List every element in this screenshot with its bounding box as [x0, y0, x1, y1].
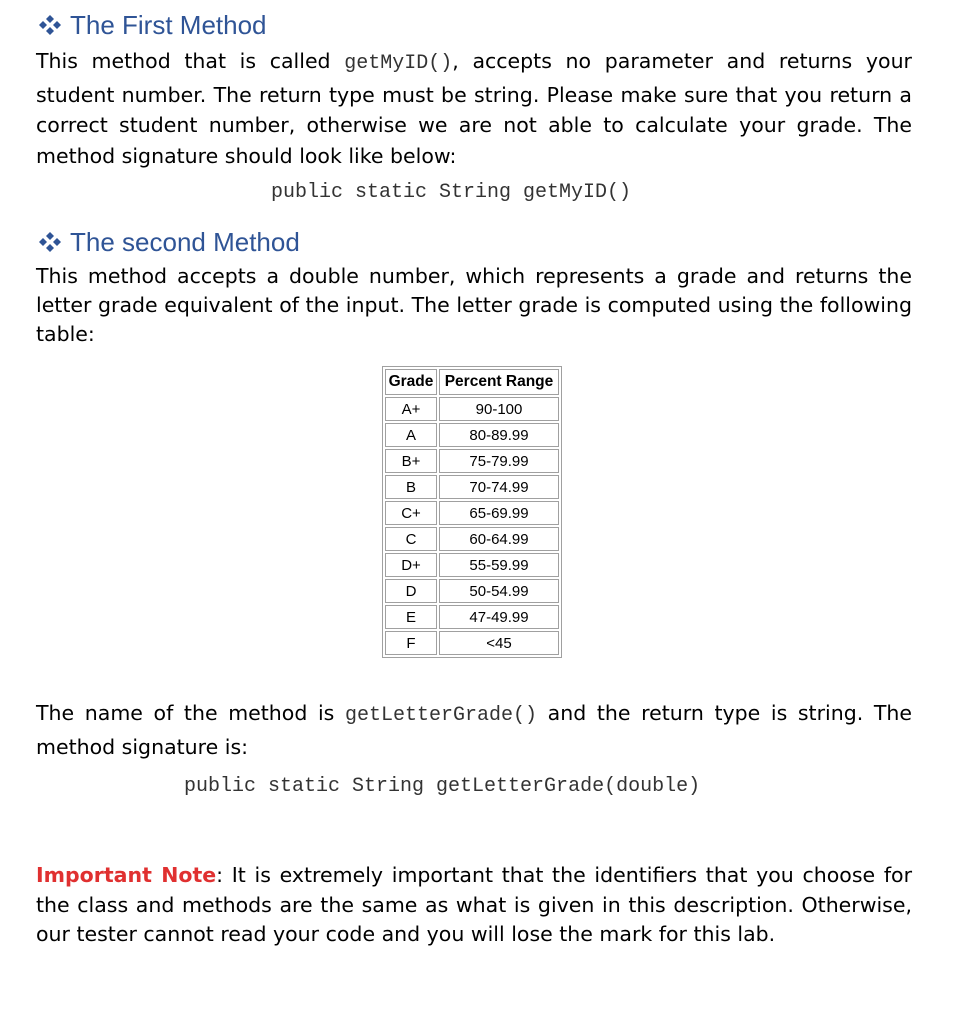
- grade-cell: C+: [385, 501, 437, 525]
- table-row: [385, 423, 559, 447]
- diamond-bullet-icon: [36, 14, 64, 36]
- percent-range-cell: 65-69.99: [439, 501, 559, 525]
- table-row: [385, 501, 559, 525]
- percent-range-cell: 90-100: [439, 397, 559, 421]
- method-name-description: [36, 698, 912, 762]
- first-method-description: [36, 46, 912, 171]
- grade-cell: D+: [385, 553, 437, 577]
- getmyid-signature: public static String getMyID(): [271, 181, 632, 204]
- table-row: [385, 631, 559, 655]
- grade-cell: B: [385, 475, 437, 499]
- grade-cell: C: [385, 527, 437, 551]
- grade-cell: B+: [385, 449, 437, 473]
- grade-cell: D: [385, 579, 437, 603]
- first-method-text-1: This method that is called: [36, 49, 345, 73]
- table-header-row: [385, 369, 559, 395]
- grade-table-body: [385, 397, 559, 655]
- grade-cell: A: [385, 423, 437, 447]
- grade-table: [382, 366, 562, 658]
- table-row: [385, 527, 559, 551]
- grade-cell: E: [385, 605, 437, 629]
- getlettergrade-signature: public static String getLetterGrade(double): [184, 775, 701, 798]
- table-row: [385, 475, 559, 499]
- percent-range-cell: 80-89.99: [439, 423, 559, 447]
- important-note-text: : It is extremely important that the identifiers that you choose for the class and methods are the same as what is given in this description. Otherwise, our tester cannot read your code and you will lose the mark for this lab.: [36, 863, 913, 946]
- percent-range-cell: 47-49.99: [439, 605, 559, 629]
- method-name-text-1: The name of the method is: [36, 701, 345, 725]
- diamond-bullet-icon: [36, 231, 64, 253]
- first-method-heading: [36, 10, 267, 40]
- getlettergrade-code: getLetterGrade(): [345, 704, 538, 727]
- first-method-title: The First Method: [70, 10, 267, 40]
- table-row: [385, 449, 559, 473]
- getmyid-code: getMyID(): [344, 52, 453, 75]
- header-percent-range: Percent Range: [439, 369, 559, 395]
- percent-range-cell: 70-74.99: [439, 475, 559, 499]
- important-note-label: Important Note: [36, 863, 217, 887]
- percent-range-cell: 60-64.99: [439, 527, 559, 551]
- table-row: [385, 605, 559, 629]
- table-row: [385, 553, 559, 577]
- table-row: [385, 579, 559, 603]
- important-note: [36, 861, 912, 950]
- second-method-description: This method accepts a double number, which represents a grade and returns the letter grade equivalent of the input. The letter grade is computed using the following table:: [36, 264, 912, 346]
- grade-cell: A+: [385, 397, 437, 421]
- second-method-title: The second Method: [70, 227, 300, 257]
- percent-range-cell: 50-54.99: [439, 579, 559, 603]
- first-method-text-2: , accepts no parameter and returns your student number. The return type must be string. Please make sure that you return a correct student number, otherwise we are not able to calculate your grade. The method signature should look like below:: [36, 49, 912, 168]
- table-row: [385, 397, 559, 421]
- second-method-heading: [36, 227, 300, 257]
- header-grade: Grade: [385, 369, 437, 395]
- percent-range-cell: 75-79.99: [439, 449, 559, 473]
- grade-cell: F: [385, 631, 437, 655]
- percent-range-cell: 55-59.99: [439, 553, 559, 577]
- percent-range-cell: <45: [439, 631, 559, 655]
- method-name-text-2: and the return type is string. The method signature is:: [36, 701, 912, 759]
